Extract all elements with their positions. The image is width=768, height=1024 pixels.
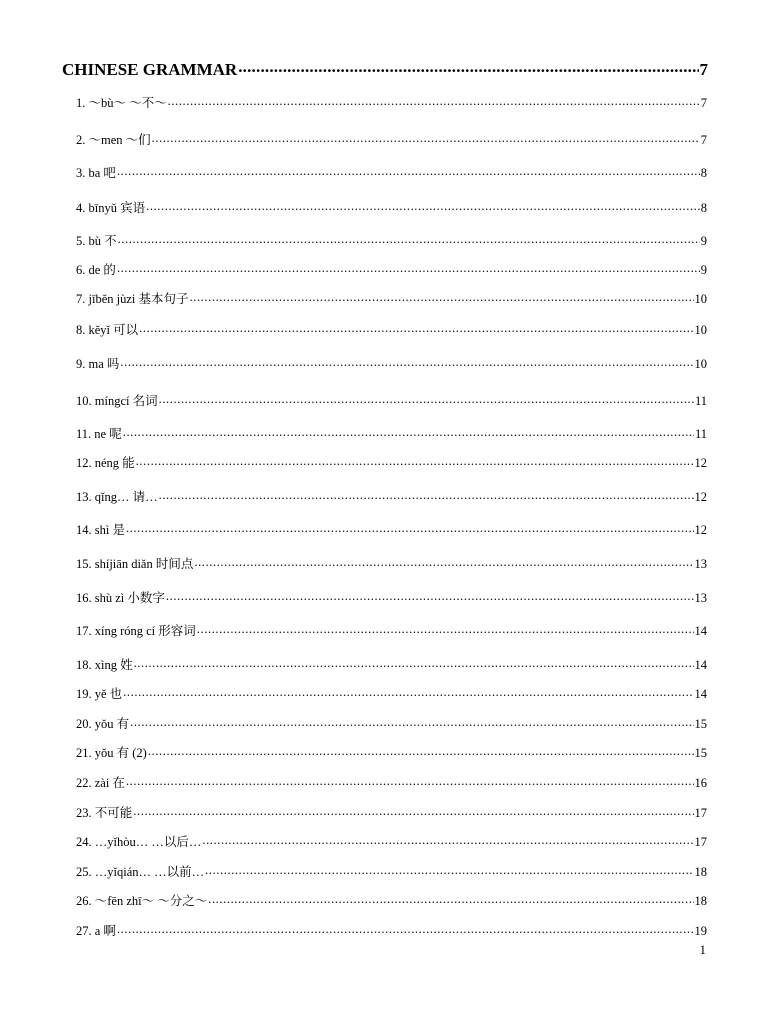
toc-entry-page: 12 xyxy=(694,522,707,537)
toc-entry-label: 24. …yǐhòu… …以后… xyxy=(76,834,202,849)
toc-dot-leader xyxy=(238,58,698,75)
toc-heading-page: 7 xyxy=(699,60,708,79)
toc-dot-leader xyxy=(118,232,700,245)
toc-dot-leader xyxy=(123,685,693,698)
toc-entry[interactable] xyxy=(76,715,707,732)
toc-dot-leader xyxy=(205,863,693,876)
toc-entry[interactable] xyxy=(76,261,707,278)
toc-entry-label: 21. yǒu 有 (2) xyxy=(76,745,147,760)
toc-entry-label: 6. de 的 xyxy=(76,262,116,277)
toc-heading-label: CHINESE GRAMMAR xyxy=(62,60,238,79)
toc-entry[interactable] xyxy=(76,131,707,148)
toc-entry-label: 16. shù zì 小数字 xyxy=(76,590,165,605)
toc-entry-page: 18 xyxy=(694,864,707,879)
toc-dot-leader xyxy=(136,454,694,467)
toc-entry-page: 11 xyxy=(694,393,707,408)
toc-entry-label: 22. zài 在 xyxy=(76,775,125,790)
toc-entry-page: 7 xyxy=(700,132,707,147)
toc-entry-page: 15 xyxy=(694,745,707,760)
toc-entry-page: 19 xyxy=(694,923,707,938)
toc-entry-label: 7. jīběn jùzi 基本句子 xyxy=(76,291,189,306)
toc-entry-page: 12 xyxy=(694,489,707,504)
toc-entry-page: 11 xyxy=(694,426,707,441)
toc-dot-leader xyxy=(148,744,694,757)
toc-entry-label: 27. a 啊 xyxy=(76,923,116,938)
toc-entry[interactable] xyxy=(76,321,707,338)
toc-entry[interactable] xyxy=(76,744,707,761)
toc-entry-label: 4. bīnyǔ 宾语 xyxy=(76,200,146,215)
toc-entry-page: 10 xyxy=(694,356,707,371)
toc-dot-leader xyxy=(123,425,694,438)
toc-entry-label: 26. ～fēn zhī～ ～分之～ xyxy=(76,893,208,908)
toc-entry-page: 14 xyxy=(694,686,707,701)
toc-entry[interactable] xyxy=(76,774,707,791)
toc-entry[interactable] xyxy=(76,589,707,606)
toc-dot-leader xyxy=(202,833,693,846)
toc-entry-page: 12 xyxy=(694,455,707,470)
toc-entry-page: 7 xyxy=(700,95,707,110)
toc-entry-label: 11. ne 呢 xyxy=(76,426,122,441)
toc-entry-page: 17 xyxy=(694,834,707,849)
toc-entry[interactable] xyxy=(76,833,707,850)
toc-dot-leader xyxy=(117,164,700,177)
toc-entry-label: 9. ma 吗 xyxy=(76,356,120,371)
toc-dot-leader xyxy=(166,589,694,602)
toc-entry-label: 5. bù 不 xyxy=(76,233,117,248)
toc-entry-label: 1. ～bù～ ～不～ xyxy=(76,95,167,110)
toc-entry[interactable] xyxy=(76,656,707,673)
toc-entry[interactable] xyxy=(76,94,707,111)
toc-dot-leader xyxy=(133,804,693,817)
toc-entry-label: 2. ～men ～们 xyxy=(76,132,151,147)
toc-entry[interactable] xyxy=(76,622,707,639)
toc-dot-leader xyxy=(159,392,694,405)
toc-entry-page: 9 xyxy=(700,262,707,277)
toc-entry-label: 8. kěyǐ 可以 xyxy=(76,322,139,337)
toc-entry[interactable] xyxy=(76,232,707,249)
toc-entry-label: 25. …yǐqián… …以前… xyxy=(76,864,205,879)
toc-entry-page: 13 xyxy=(694,556,707,571)
toc-entry-label: 17. xíng róng cí 形容词 xyxy=(76,623,196,638)
toc-entry-label: 14. shì 是 xyxy=(76,522,125,537)
toc-entry[interactable] xyxy=(76,685,707,702)
toc-entry[interactable] xyxy=(76,454,707,471)
toc-entry-page: 18 xyxy=(694,893,707,908)
toc-dot-leader xyxy=(190,290,694,303)
footer-page-number: 1 xyxy=(699,942,706,957)
toc-entry-label: 3. ba 吧 xyxy=(76,165,116,180)
toc-entry-page: 10 xyxy=(694,322,707,337)
toc-entry-page: 9 xyxy=(700,233,707,248)
toc-entry-label: 15. shíjiān diǎn 时间点 xyxy=(76,556,194,571)
toc-entry[interactable] xyxy=(76,521,707,538)
toc-dot-leader xyxy=(208,892,693,905)
toc-dot-leader xyxy=(194,555,693,568)
toc-entry[interactable] xyxy=(76,863,707,880)
toc-entry[interactable] xyxy=(76,199,707,216)
toc-dot-leader xyxy=(139,321,693,334)
toc-entry[interactable] xyxy=(76,425,707,442)
toc-entry-page: 15 xyxy=(694,716,707,731)
toc-dot-leader xyxy=(117,261,700,274)
toc-entry-label: 18. xìng 姓 xyxy=(76,657,133,672)
toc-entry[interactable] xyxy=(76,164,707,181)
toc-dot-leader xyxy=(146,199,700,212)
toc-entry-page: 13 xyxy=(694,590,707,605)
toc-entry-label: 20. yǒu 有 xyxy=(76,716,130,731)
toc-dot-leader xyxy=(159,488,694,501)
toc-entry[interactable] xyxy=(76,392,707,409)
toc-entry[interactable] xyxy=(76,290,707,307)
toc-entry[interactable] xyxy=(76,355,707,372)
toc-dot-leader xyxy=(130,715,693,728)
toc-dot-leader xyxy=(152,131,700,144)
toc-entry-page: 14 xyxy=(694,657,707,672)
toc-dot-leader xyxy=(126,521,694,534)
toc-dot-leader xyxy=(120,355,693,368)
toc-entry-page: 16 xyxy=(694,775,707,790)
toc-heading[interactable] xyxy=(62,58,708,80)
toc-dot-leader xyxy=(117,922,694,935)
toc-entry-label: 12. néng 能 xyxy=(76,455,135,470)
toc-dot-leader xyxy=(168,94,700,107)
toc-entry[interactable] xyxy=(76,804,707,821)
toc-entry-page: 8 xyxy=(700,200,707,215)
toc-dot-leader xyxy=(126,774,694,787)
toc-entry-label: 10. míngcí 名词 xyxy=(76,393,158,408)
toc-entry-page: 17 xyxy=(694,805,707,820)
toc-entry-label: 13. qǐng… 请… xyxy=(76,489,158,504)
toc-entry[interactable] xyxy=(76,555,707,572)
toc-entry-page: 8 xyxy=(700,165,707,180)
toc-entry-page: 10 xyxy=(694,291,707,306)
toc-dot-leader xyxy=(134,656,694,669)
toc-entry-page: 14 xyxy=(694,623,707,638)
toc-entry-label: 19. yě 也 xyxy=(76,686,123,701)
toc-entry-label: 23. 不可能 xyxy=(76,805,133,820)
toc-entry[interactable] xyxy=(76,488,707,505)
toc-entry[interactable] xyxy=(76,892,707,909)
toc-dot-leader xyxy=(197,622,694,635)
toc-entry[interactable] xyxy=(76,922,707,939)
